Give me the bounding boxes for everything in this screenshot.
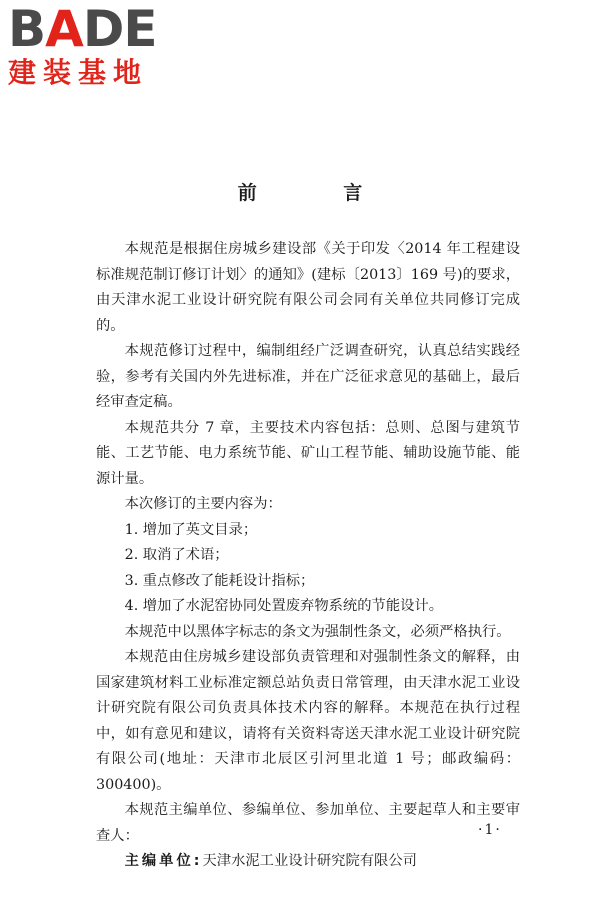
revision-item-3: 3. 重点修改了能耗设计指标； <box>124 572 315 589</box>
editor-line <box>96 849 520 875</box>
page-title: 前 言 <box>237 182 403 204</box>
logo-wordmark <box>8 0 188 58</box>
paragraph-units: 本规范主编单位、参编单位、参加单位、主要起草人和主要审查人： <box>96 802 520 844</box>
logo-letter-b: B <box>8 0 46 58</box>
logo <box>8 0 188 90</box>
page-number: ·1· <box>478 822 502 838</box>
paragraph-management: 本规范由住房城乡建设部负责管理和对强制性条文的解释，由国家建筑材料工业标准定额总站负责日常管理，由天津水泥工业设计研究院有限公司负责具体技术内容的解释。本规范在执行过程中，如有意见和建议，请将有关资料寄送天津水泥工业设计研究院有限公司(地址：天津市北辰区引河里北道 1 号；邮政编码：300400)。 <box>96 649 520 793</box>
logo-letter-a: A <box>45 0 83 58</box>
logo-subtitle: 建装基地 <box>8 56 149 89</box>
paragraph-mandatory: 本规范中以黑体字标志的条文为强制性条文，必须严格执行。 <box>124 623 511 640</box>
paragraph-revision-intro: 本次修订的主要内容为： <box>124 496 282 512</box>
document-body <box>96 237 520 875</box>
revision-item-1: 1. 增加了英文目录； <box>124 521 258 538</box>
paragraph-process: 本规范修订过程中，编制组经广泛调查研究，认真总结实践经验，参考有关国内外先进标准，并在广泛征求意见的基础上，最后经审查定稿。 <box>96 343 520 410</box>
revision-item-4: 4. 增加了水泥窑协同处置废弃物系统的节能设计。 <box>124 598 444 614</box>
paragraph-basis: 本规范是根据住房城乡建设部《关于印发〈2014 年工程建设标准规范制订修订计划〉的通知》(建标〔2013〕169 号)的要求，由天津水泥工业设计研究院有限公司会同有关单位共同修订完成的。 <box>96 241 520 334</box>
logo-letters-de: DE <box>82 0 157 58</box>
revision-item-2: 2. 取消了术语； <box>124 547 229 563</box>
editor-value: 天津水泥工业设计研究院有限公司 <box>202 853 417 869</box>
paragraph-chapters: 本规范共分 7 章，主要技术内容包括：总则、总图与建筑节能、工艺节能、电力系统节能、矿山工程节能、辅助设施节能、能源计量。 <box>96 419 520 487</box>
editor-label: 主编单位: <box>124 853 203 869</box>
